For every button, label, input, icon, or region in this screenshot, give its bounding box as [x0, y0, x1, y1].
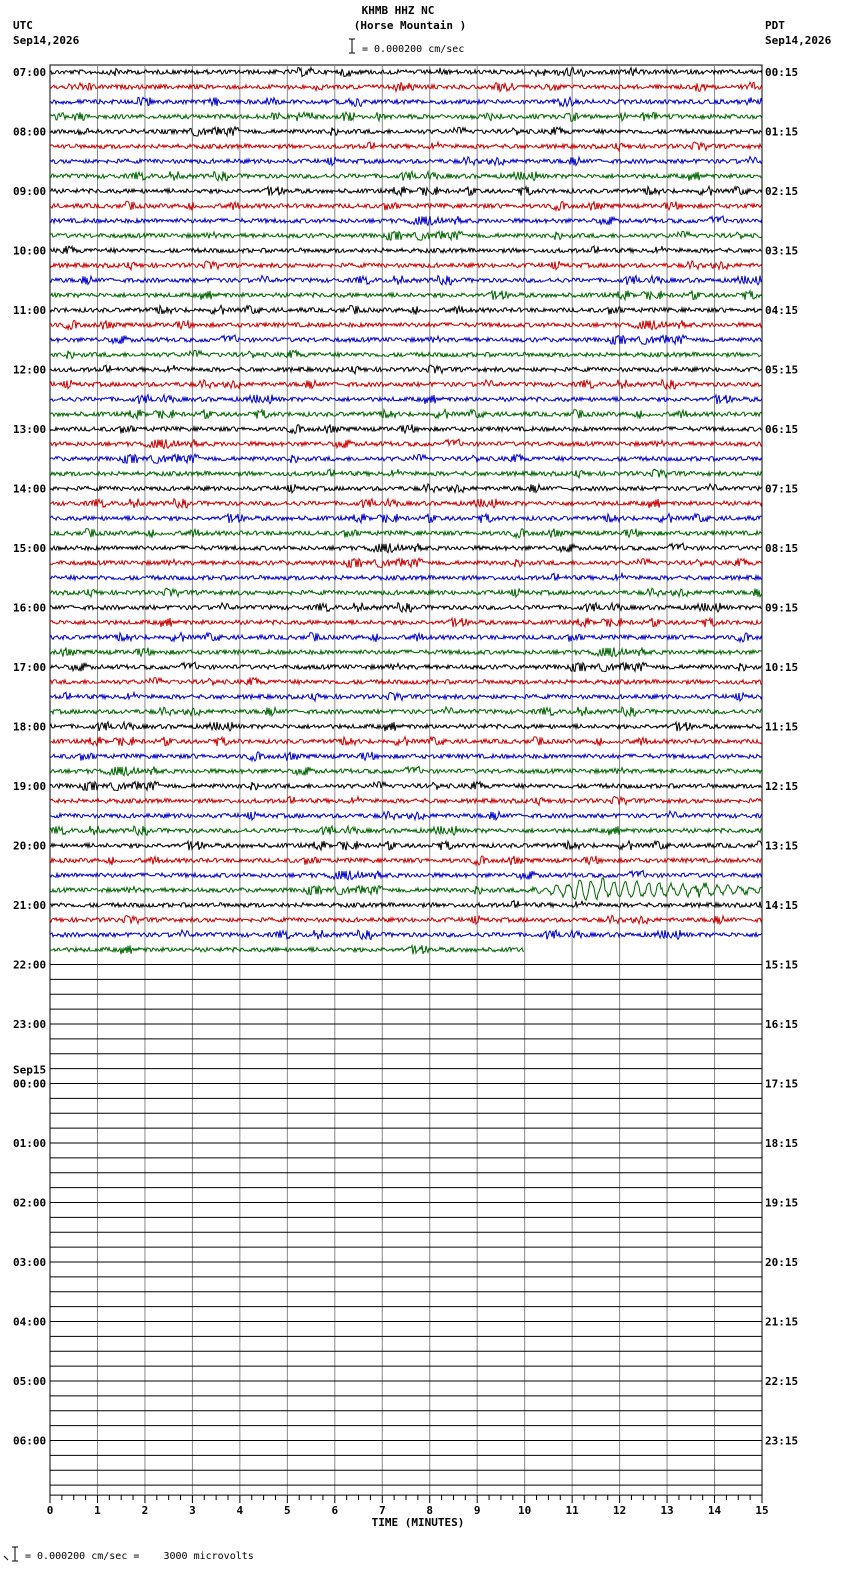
pdt-hour-label: 04:15	[765, 304, 799, 317]
trace-row	[50, 856, 762, 865]
pdt-hour-label: 07:15	[765, 482, 799, 496]
trace-row	[50, 484, 762, 493]
trace-row	[50, 603, 762, 612]
x-tick-label: 6	[331, 1504, 339, 1518]
pdt-hour-label: 18:15	[765, 1137, 799, 1150]
pdt-hour-label: 13:15	[765, 839, 799, 853]
utc-hour-label: 15:00	[13, 542, 47, 555]
trace-row	[50, 410, 762, 419]
trace-row	[50, 529, 762, 538]
utc-hour-label: 21:00	[13, 899, 47, 912]
utc-hour-label: 03:00	[13, 1256, 47, 1269]
trace-row	[50, 662, 762, 671]
pdt-hour-label: 10:15	[765, 661, 799, 674]
trace-row	[50, 142, 762, 151]
pdt-hour-label: 09:15	[765, 601, 799, 615]
pdt-hour-label: 20:15	[765, 1256, 799, 1269]
trace-row	[50, 157, 762, 166]
trace-row	[50, 678, 762, 686]
trace-row	[50, 320, 762, 329]
trace-row	[50, 930, 762, 939]
utc-hour-label: 09:00	[13, 185, 47, 198]
pdt-hour-label: 19:15	[765, 1196, 799, 1210]
trace-row	[50, 216, 762, 225]
right-date: Sep14,2026	[765, 34, 832, 47]
trace-row	[50, 365, 762, 374]
trace-row	[50, 752, 762, 761]
trace-row	[50, 68, 762, 77]
utc-hour-label: 01:00	[13, 1137, 47, 1150]
utc-hour-label: 23:00	[13, 1018, 47, 1031]
utc-hour-label: 14:00	[13, 482, 47, 496]
x-tick-label: 15	[755, 1504, 769, 1518]
utc-hour-label: 06:00	[13, 1434, 47, 1448]
trace-row	[50, 871, 762, 880]
trace-row	[50, 841, 762, 850]
trace-row	[50, 112, 762, 121]
trace-row	[50, 826, 762, 835]
utc-hour-label: 22:00	[13, 958, 47, 972]
pdt-hour-label: 12:15	[765, 780, 799, 793]
utc-hour-label: 10:00	[13, 244, 47, 258]
x-tick-label: 3	[189, 1504, 196, 1518]
trace-row	[50, 454, 762, 463]
utc-hour-label: 00:00	[13, 1077, 47, 1091]
pdt-hour-label: 17:15	[765, 1077, 799, 1091]
utc-hour-label: 02:00	[13, 1196, 47, 1210]
trace-row	[50, 558, 762, 567]
trace-row	[50, 171, 762, 180]
trace-row	[50, 797, 762, 806]
pdt-hour-label: 23:15	[765, 1434, 799, 1448]
trace-row	[50, 395, 762, 404]
trace-row	[50, 618, 762, 627]
x-tick-label: 8	[426, 1504, 434, 1518]
trace-row	[50, 439, 762, 448]
utc-hour-label: 13:00	[13, 423, 47, 436]
utc-hour-label: 19:00	[13, 780, 47, 793]
trace-row	[50, 588, 762, 597]
trace-row	[50, 82, 762, 91]
trace-row	[50, 201, 762, 210]
x-tick-label: 12	[612, 1504, 627, 1518]
trace-row	[50, 350, 762, 359]
pdt-hour-label: 00:15	[765, 66, 799, 79]
pdt-hour-label: 02:15	[765, 185, 799, 198]
trace-row	[50, 573, 762, 580]
x-axis-label: TIME (MINUTES)	[371, 1516, 465, 1530]
trace-row	[50, 261, 762, 270]
utc-hour-label: 11:00	[13, 304, 47, 317]
trace-row	[50, 692, 762, 701]
left-date: Sep14,2026	[13, 34, 80, 47]
trace-row	[50, 722, 762, 731]
trace-row	[50, 811, 762, 820]
right-timezone: PDT	[765, 19, 785, 32]
x-tick-label: 1	[94, 1504, 101, 1518]
trace-row	[50, 246, 762, 254]
trace-row	[50, 878, 762, 900]
pdt-hour-label: 06:15	[765, 423, 799, 436]
trace-row	[50, 231, 762, 240]
trace-row	[50, 648, 762, 657]
pdt-hour-label: 16:15	[765, 1018, 799, 1031]
utc-hour-label: 18:00	[13, 720, 47, 734]
utc-hour-label: 08:00	[13, 125, 47, 139]
utc-hour-label: 04:00	[13, 1315, 47, 1329]
location-title: (Horse Mountain )	[353, 19, 467, 32]
trace-row	[50, 469, 762, 478]
pdt-hour-label: 01:15	[765, 125, 799, 139]
trace-row	[50, 633, 762, 642]
pdt-hour-label: 15:15	[765, 958, 799, 972]
utc-hour-label: 20:00	[13, 839, 47, 853]
x-tick-label: 13	[660, 1504, 674, 1518]
x-tick-label: 7	[378, 1504, 386, 1518]
trace-row	[50, 291, 762, 300]
scale-label: = 0.000200 cm/sec	[362, 44, 465, 55]
pdt-hour-label: 22:15	[765, 1375, 799, 1388]
trace-row	[50, 335, 762, 344]
pdt-hour-label: 14:15	[765, 899, 799, 912]
trace-row	[50, 305, 762, 314]
pdt-hour-label: 21:15	[765, 1315, 799, 1329]
trace-row	[50, 380, 762, 389]
trace-row	[50, 766, 762, 775]
trace-row	[50, 514, 762, 523]
trace-row	[50, 97, 762, 106]
utc-hour-label: 16:00	[13, 601, 47, 615]
x-tick-label: 9	[473, 1504, 481, 1518]
utc-hour-label: 05:00	[13, 1375, 47, 1388]
date-change-label: Sep15	[13, 1063, 47, 1077]
trace-row	[50, 915, 762, 924]
pdt-hour-label: 08:15	[765, 542, 799, 555]
footer-scale-bar-icon	[2, 1546, 22, 1564]
pdt-hour-label: 03:15	[765, 244, 799, 258]
trace-row	[50, 781, 762, 790]
trace-row	[50, 186, 762, 195]
trace-row	[50, 276, 762, 285]
trace-row	[50, 499, 762, 508]
trace-row	[50, 737, 762, 746]
footer-scale-note: = 0.000200 cm/sec = 3000 microvolts	[25, 1551, 254, 1562]
x-tick-label: 10	[518, 1504, 532, 1518]
trace-row	[50, 127, 762, 136]
station-title: KHMB HHZ NC	[361, 4, 435, 17]
left-timezone: UTC	[13, 19, 33, 32]
utc-hour-label: 07:00	[13, 66, 47, 79]
x-tick-label: 14	[707, 1504, 722, 1518]
x-tick-label: 2	[141, 1504, 149, 1518]
pdt-hour-label: 11:15	[765, 720, 799, 734]
utc-hour-label: 12:00	[13, 363, 47, 377]
trace-row	[50, 707, 762, 716]
x-tick-label: 11	[565, 1504, 579, 1518]
x-tick-label: 4	[236, 1504, 244, 1518]
pdt-hour-label: 05:15	[765, 363, 799, 377]
x-tick-label: 5	[284, 1504, 291, 1518]
utc-hour-label: 17:00	[13, 661, 47, 674]
trace-row	[50, 543, 762, 552]
trace-row	[50, 901, 762, 908]
trace-row	[50, 425, 762, 434]
x-tick-label: 0	[46, 1504, 54, 1518]
